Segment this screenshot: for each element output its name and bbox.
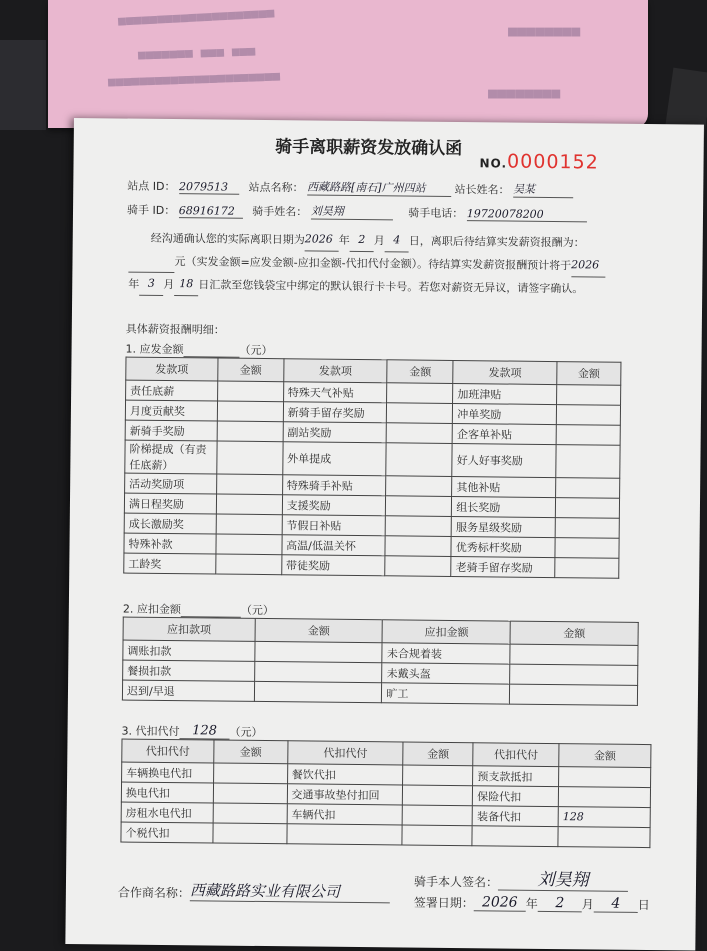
amount-cell [510,644,638,665]
pink-carbon-copy-page: ■■■■■■■■■■■■■■■■■■■■ ■■■■■■■■ ■■■■■■■ ■■■ ■■■ ■■■■■■■■■■■■■■■■■■■■■■ ■■■■■■■■ [48,0,648,128]
confirmation-paragraph [128,227,609,301]
amount-cell [217,381,283,402]
withholding-table [120,739,651,849]
table1-header: 金额 [387,360,453,384]
amount-cell [555,538,619,559]
item-cell: 活动奖励项 [125,473,217,494]
gross-pay-row [125,440,620,478]
item-cell: 新骑手留存奖励 [283,402,387,423]
amount-cell [402,825,472,846]
table3-header: 代扣代付 [122,739,214,763]
amount-cell [254,681,382,702]
section1-heading [126,341,273,359]
item-cell: 责任底薪 [126,380,218,401]
amount-cell [254,661,382,682]
station-master-label: 站长姓名： [454,182,510,197]
section3-heading [122,723,263,740]
para-text-b: 年 [338,233,350,247]
para-text-f: 日汇款至您钱袋宝中绑定的默认银行卡卡号。若您对薪资无异议，请签字确认。 [198,278,584,296]
amount-cell [386,516,452,537]
form-title: 骑手离职薪资发放确认函 [275,137,463,160]
rider-info-row [127,201,587,223]
withholding-row [121,822,650,848]
item-cell: 个税代扣 [121,822,213,843]
item-cell: 车辆代扣 [287,804,403,825]
amount-cell [216,534,282,555]
item-cell: 老骑手留存奖励 [451,556,555,577]
table2-header: 金额 [510,621,638,645]
partner-value: 西藏路路实业有限公司 [190,879,390,903]
rider-name-label: 骑手姓名： [252,204,308,219]
pay-month: 3 [139,273,163,296]
amount-cell [403,805,473,826]
table1-header: 发款项 [126,357,218,381]
amount-cell [558,787,650,808]
signature-label: 骑手本人签名： [413,874,499,890]
amount-cell [385,556,451,577]
item-cell: 其他补贴 [452,476,556,497]
item-cell: 外单提成 [282,442,386,476]
amount-cell [213,763,287,784]
rider-phone-value: 19720078200 [467,207,587,222]
section3-value: 128 [180,723,230,740]
para-text-year: 年 [128,277,140,291]
leave-month: 2 [350,229,374,252]
amount-cell [386,476,452,497]
form-number-value: 0000152 [506,150,599,174]
amount-cell [556,405,620,426]
para-text-d: 日，离职后待结算实发薪资报酬为： [408,234,585,250]
amount-cell [385,536,451,557]
para-text-a: 经沟通确认您的实际离职日期为 [150,231,305,247]
amount-cell [213,783,287,804]
amount-cell [255,641,383,662]
rider-name-value: 刘昊翔 [311,202,393,220]
section1-label: 1. 应发金额 [125,342,184,357]
item-cell: 冲单奖励 [453,403,557,424]
para-text-e: 元（实发金额=应发金额-应扣金额-代扣代付金额）。待结算实发薪资报酬预计将于 [174,255,572,273]
site-name-label: 站点名称： [248,180,304,195]
section3-label: 3. 代扣代付 [121,724,180,739]
amount-cell [555,518,619,539]
amount-cell [556,425,620,446]
amount-cell [213,803,287,824]
item-cell: 组长奖励 [452,496,556,517]
amount-cell [558,827,650,848]
site-id-value: 2079513 [179,180,239,195]
leave-day: 4 [385,229,409,252]
amount-cell [403,785,473,806]
sign-month-char: 月 [581,897,594,912]
amount-cell [403,765,473,786]
gross-pay-row [124,553,619,578]
signature-row [414,864,628,892]
item-cell: 调账扣款 [123,640,255,661]
amount-cell [217,421,283,442]
amount-cell [557,385,621,406]
item-cell: 特殊天气补贴 [283,382,387,403]
item-cell: 特殊骑手补贴 [282,475,386,496]
station-master-value: 吴某 [513,181,573,199]
form-number-label: NO. [479,156,508,171]
item-cell: 特殊补款 [124,533,216,554]
amount-cell [217,441,283,475]
item-cell: 加班津贴 [453,383,557,404]
item-cell: 换电代扣 [121,782,213,803]
signature-value: 刘昊翔 [498,864,628,891]
sign-year-char: 年 [525,896,538,911]
section2-heading [123,601,274,619]
amount-cell [216,554,282,575]
amount-cell [216,514,282,535]
site-id-label: 站点 ID： [127,179,176,194]
amount-cell [559,767,651,788]
amount-cell [387,403,453,424]
amount-cell [387,383,453,404]
table1-header: 金额 [218,358,284,382]
item-cell: 餐损扣款 [123,660,255,681]
amount-cell [556,478,620,499]
section2-unit: （元） [240,603,274,618]
item-cell: 好人好事奖励 [452,443,556,477]
rider-id-value: 68916172 [179,204,243,219]
item-cell: 高温/低温关怀 [282,535,386,556]
amount-cell [510,684,638,705]
deduction-row [122,680,637,705]
background-object-left [0,40,46,130]
amount-cell [217,401,283,422]
sign-year: 2026 [474,894,526,912]
table3-header: 代扣代付 [287,741,403,765]
item-cell: 带徒奖励 [281,555,385,576]
item-cell: 装备代扣 [472,806,558,827]
amount-cell [556,445,620,479]
item-cell: 预支款抵扣 [473,766,559,787]
item-cell [472,826,558,847]
section2-label: 2. 应扣金额 [122,602,181,617]
table3-header: 金额 [559,744,651,768]
table1-header: 发款项 [453,360,557,384]
item-cell: 迟到/早退 [122,680,254,701]
leave-year: 2026 [305,228,339,251]
item-cell [287,824,403,845]
sign-day: 4 [594,895,638,912]
table3-header: 代扣代付 [473,743,559,767]
table2-header: 金额 [255,618,383,642]
item-cell: 企客单补贴 [452,423,556,444]
item-cell: 餐饮代扣 [287,764,403,785]
item-cell: 服务星级奖励 [451,516,555,537]
gross-pay-table [123,357,621,579]
item-cell: 成长激励奖 [124,513,216,534]
item-cell: 阶梯提成（有责任底薪） [125,440,217,474]
pay-day: 18 [174,273,198,296]
sign-month: 2 [538,895,582,912]
confirmation-form-sheet [65,118,704,951]
amount-cell [386,496,452,517]
item-cell: 副站奖励 [283,422,387,443]
item-cell: 新骑手奖励 [125,420,217,441]
rider-phone-label: 骑手电话： [408,206,464,221]
amount-cell [216,494,282,515]
amount-cell: 128 [558,807,650,828]
site-name-value: 西藏路路[南石]广州四站 [307,178,451,197]
item-cell: 工龄奖 [124,553,216,574]
amount-cell [510,664,638,685]
amount-cell [555,558,619,579]
amount-cell [213,823,287,844]
sign-date-row [414,894,650,913]
site-info-row [127,177,573,199]
item-cell: 满日程奖励 [124,493,216,514]
item-cell: 车辆换电代扣 [122,762,214,783]
amount-cell [555,498,619,519]
section1-unit: （元） [239,343,273,358]
amount-cell [216,474,282,495]
item-cell: 旷工 [382,683,510,704]
item-cell: 节假日补贴 [282,515,386,536]
para-text-c: 月 [373,234,385,248]
item-cell: 支援奖励 [282,495,386,516]
partner-row [118,879,390,904]
table3-header: 金额 [214,740,288,764]
item-cell: 未合规着装 [382,643,510,664]
item-cell: 月度贡献奖 [125,400,217,421]
detail-title: 具体薪资报酬明细： [125,322,225,337]
table2-header: 应扣金额 [383,620,511,644]
table2-header: 应扣款项 [123,617,255,641]
form-number [479,150,598,173]
deduction-table [122,617,639,706]
rider-id-label: 骑手 ID： [126,203,176,218]
table1-header: 发款项 [283,359,387,383]
section3-unit: （元） [229,725,263,740]
item-cell: 交通事故垫付扣回 [287,784,403,805]
sign-date-label: 签署日期： [413,895,474,911]
para-text-month: 月 [163,277,175,292]
item-cell: 房租水电代扣 [121,802,213,823]
partner-label: 合作商名称： [117,885,190,901]
pay-year: 2026 [571,254,605,277]
sign-day-char: 日 [637,897,650,913]
amount-cell [387,423,453,444]
item-cell: 保险代扣 [473,786,559,807]
item-cell: 优秀标杆奖励 [451,536,555,557]
item-cell: 未戴头盔 [382,663,510,684]
table3-header: 金额 [403,742,473,766]
amount-cell [386,443,452,477]
table1-header: 金额 [557,362,621,386]
